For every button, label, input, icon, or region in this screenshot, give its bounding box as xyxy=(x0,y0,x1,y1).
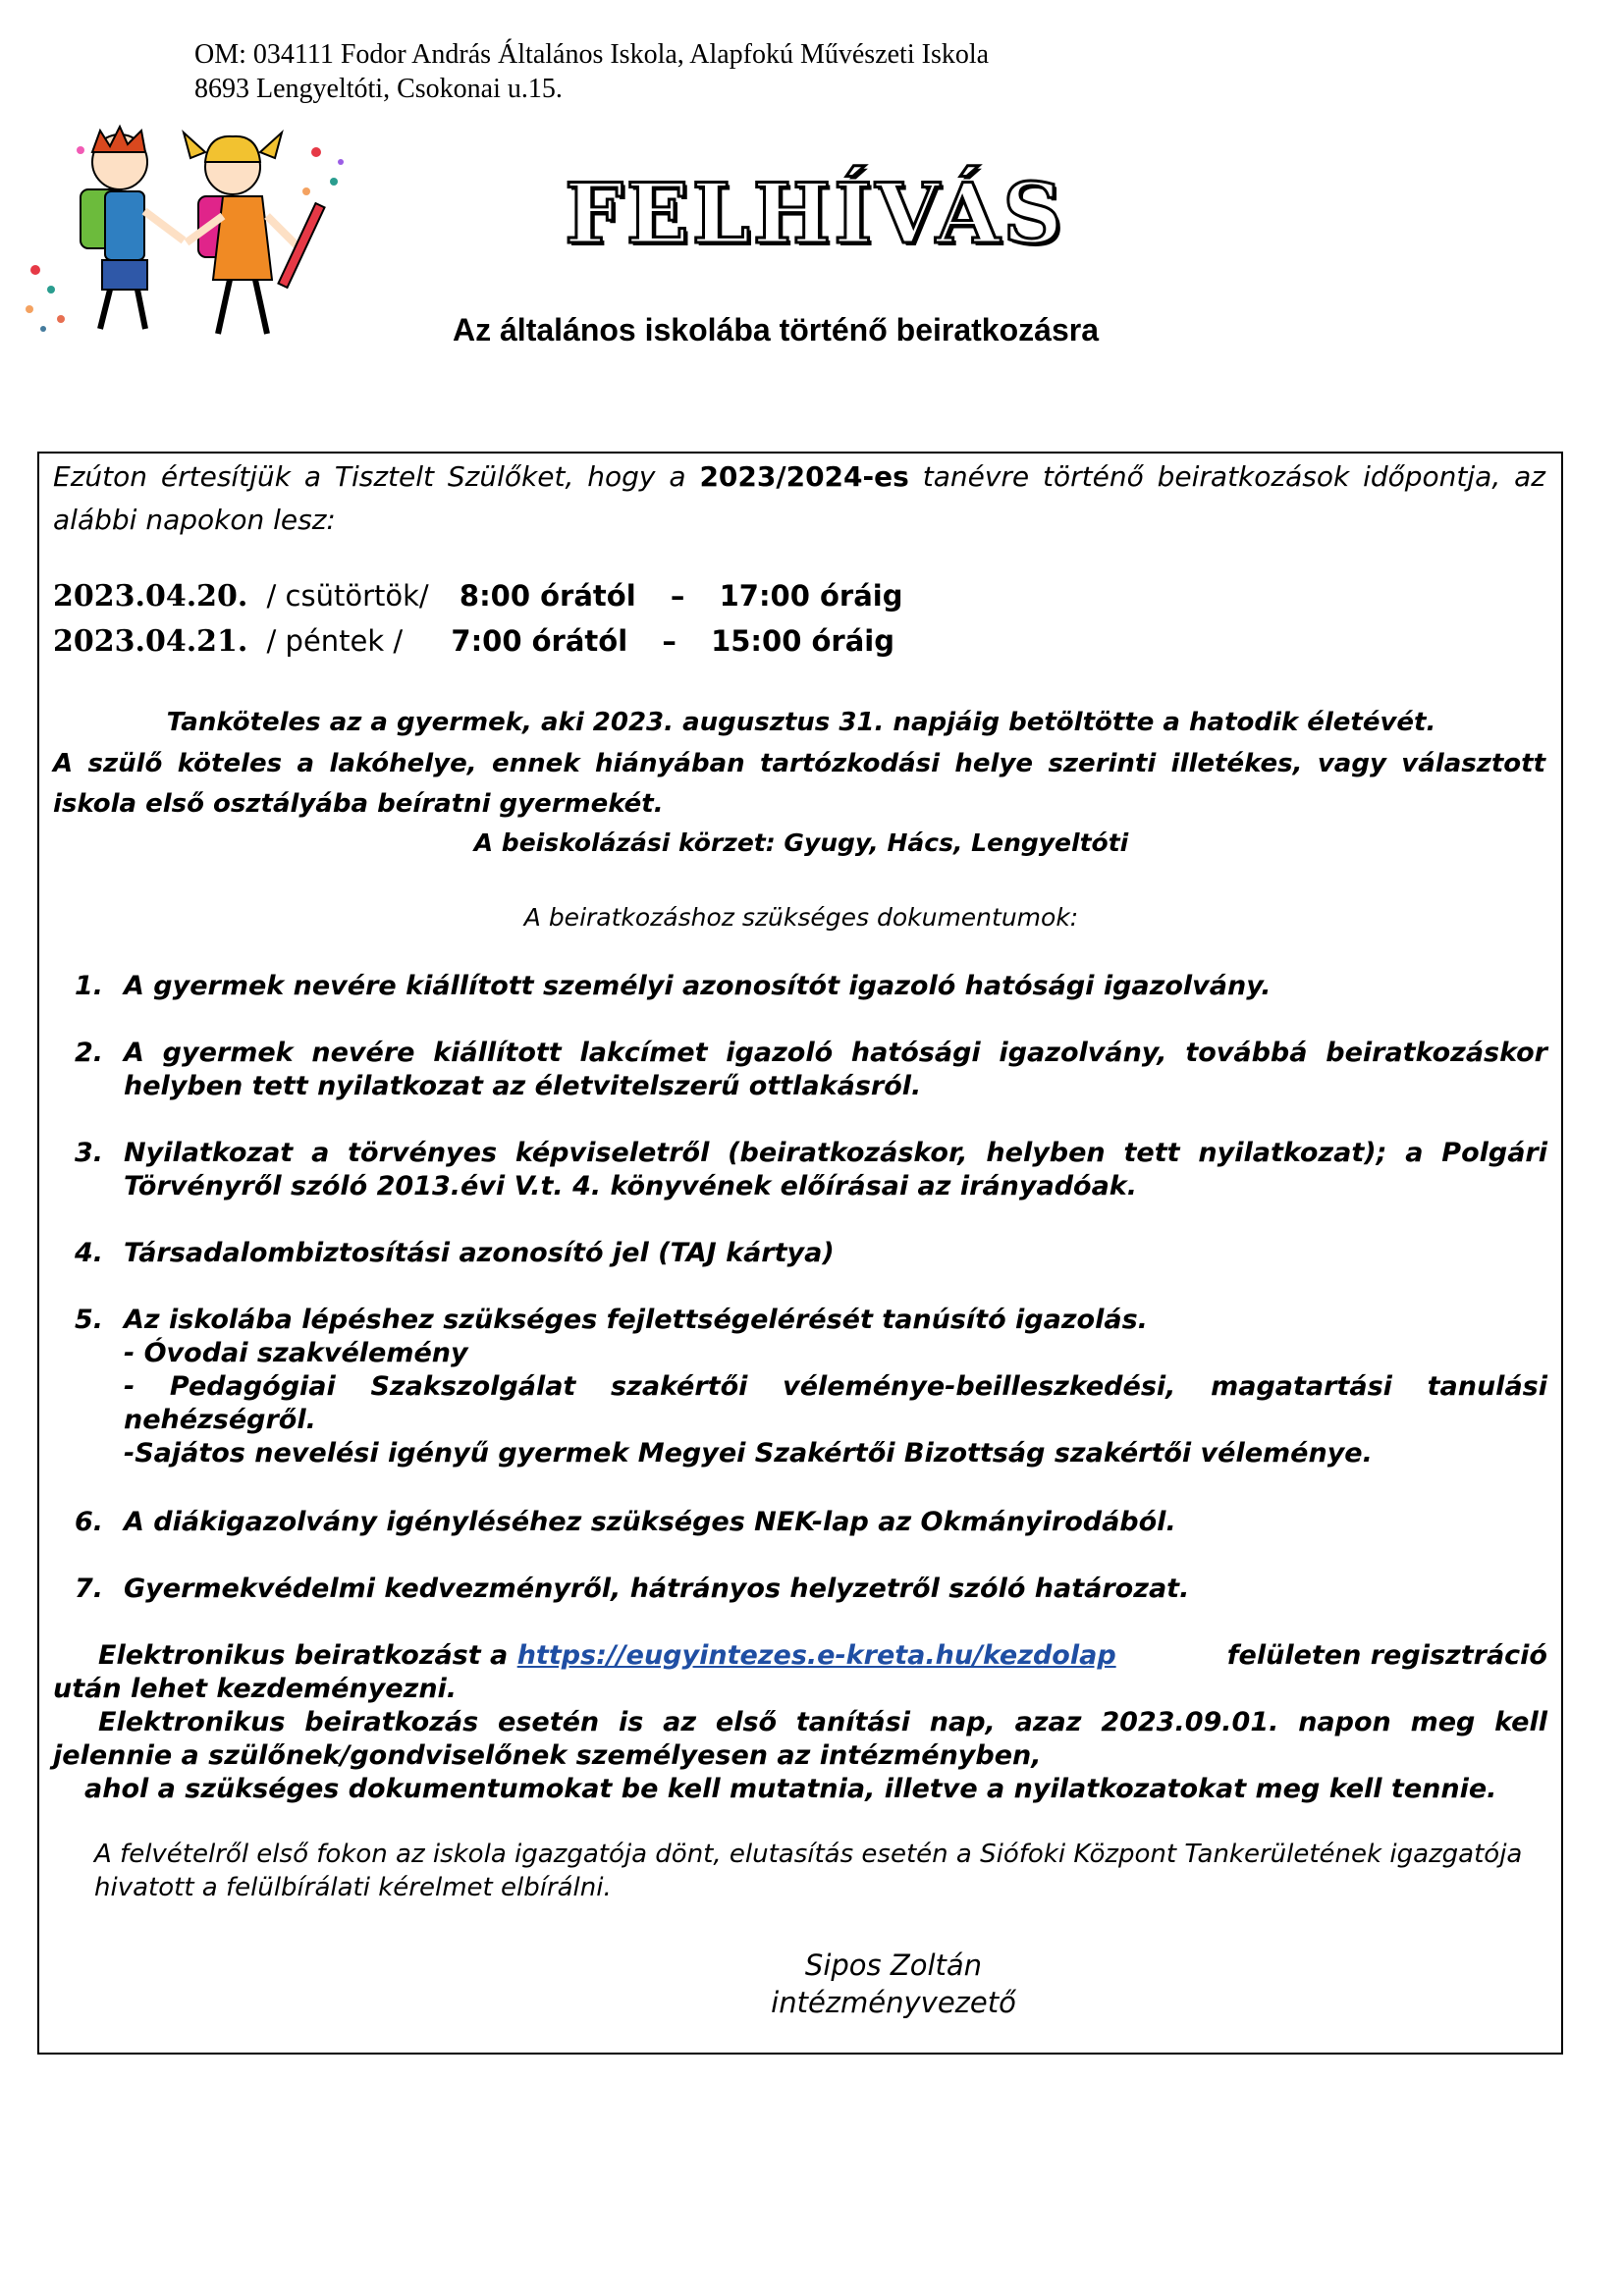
list-text: A gyermek nevére kiállított személyi azonosítót igazoló hatósági igazolvány. xyxy=(124,971,1272,1001)
list-text: - Óvodai szakvélemény xyxy=(124,1338,468,1368)
list-text: A diákigazolvány igényléséhez szükséges NEK-lap az Okmányirodából. xyxy=(124,1507,1176,1537)
list-number: 1. xyxy=(75,971,104,1001)
list-item xyxy=(75,1573,1547,1606)
notice-box xyxy=(37,452,1563,2055)
parent-obligation-text: A szülő köteles a lakóhelye, ennek hiányában tartózkodási helye szerinti illetékes, vagy választott iskola első osztályába beíratni gyermekét. xyxy=(53,749,1545,819)
school-year: 2023/2024-es xyxy=(699,460,909,493)
list-number: 4. xyxy=(75,1238,104,1268)
enrollment-day: / péntek / xyxy=(266,624,404,658)
ekreta-link[interactable]: https://eugyintezes.e-kreta.hu/kezdolap xyxy=(516,1640,1116,1671)
list-item xyxy=(75,970,1547,1003)
electronic-text: után lehet kezdeményezni. xyxy=(53,1674,458,1704)
signature-name: Sipos Zoltán xyxy=(804,1949,983,1982)
list-text: Gyermekvédelmi kedvezményről, hátrányos helyzetről szóló határozat. xyxy=(124,1574,1190,1604)
list-number: 5. xyxy=(75,1305,104,1335)
electronic-text: felületen regisztráció xyxy=(1226,1640,1547,1671)
list-text: -Sajátos nevelési igényű gyermek Megyei Szakértői Bizottság szakértői véleménye. xyxy=(124,1438,1373,1468)
enrollment-from: 8:00 órától xyxy=(459,579,636,613)
electronic-enrollment-paragraph xyxy=(53,1639,1547,1806)
enrollment-dash: – xyxy=(662,624,677,658)
list-text: Nyilatkozat a törvényes képviseletről (beiratkozáskor, helyben tett nyilatkozat); a Polgári xyxy=(124,1138,1547,1168)
electronic-text: Elektronikus beiratkozást a xyxy=(98,1640,517,1671)
page-title: FELHÍVÁS xyxy=(565,165,1065,262)
electronic-text: jelennie a szülőnek/gondviselőnek személyesen az intézményben, xyxy=(53,1740,1042,1771)
list-item xyxy=(75,1506,1547,1539)
signature-role: intézményvezető xyxy=(771,1986,1016,2019)
list-text: nehézségről. xyxy=(124,1405,316,1435)
enrollment-date-row xyxy=(53,579,903,614)
enrollment-date-row xyxy=(53,624,894,659)
intro-text: Ezúton értesítjük a Tisztelt Szülőket, hogy a xyxy=(53,460,700,493)
list-text: - Pedagógiai Szakszolgálat szakértői véleménye-beilleszkedési, magatartási tanulási xyxy=(124,1371,1547,1402)
electronic-text: Elektronikus beiratkozás esetén is az első tanítási nap, azaz 2023.09.01. napon meg kell xyxy=(98,1707,1547,1737)
list-text: Törvényről szóló 2013.évi V.t. 4. könyvének előírásai az irányadóak. xyxy=(124,1171,1138,1201)
school-header-line2: 8693 Lengyeltóti, Csokonai u.15. xyxy=(194,74,563,104)
enrollment-day: / csütörtök/ xyxy=(266,579,429,613)
list-item xyxy=(75,1237,1547,1270)
list-text: Társadalombiztosítási azonosító jel (TAJ kártya) xyxy=(124,1238,835,1268)
list-number: 6. xyxy=(75,1507,104,1537)
appeal-note: A felvételről első fokon az iskola igazgatója dönt, elutasítás esetén a Siófoki Központ Tankerületének igazgatója hivatott a felülbírálati kérelmet elbírálni. xyxy=(94,1840,1523,1902)
school-children-illustration xyxy=(22,123,355,344)
list-number: 7. xyxy=(75,1574,104,1604)
documents-heading: A beiratkozáshoz szükséges dokumentumok: xyxy=(523,903,1079,932)
list-item xyxy=(75,1137,1547,1203)
intro-text-end: tanévre történő beiratkozások időpontja, az alábbi napokon lesz: xyxy=(53,460,1545,536)
intro-paragraph xyxy=(53,455,1545,542)
list-item xyxy=(75,1304,1547,1470)
electronic-line xyxy=(53,1639,1547,1673)
enrollment-to: 17:00 óráig xyxy=(719,579,903,613)
enrollment-date: 2023.04.20. xyxy=(53,579,248,614)
enrollment-date: 2023.04.21. xyxy=(53,624,248,659)
list-text: helyben tett nyilatkozat az életvitelszerű ottlakásról. xyxy=(124,1071,922,1101)
list-item xyxy=(75,1037,1547,1103)
enrollment-dash: – xyxy=(670,579,685,613)
electronic-text: ahol a szükséges dokumentumokat be kell mutatnia, illetve a nyilatkozatokat meg kell tennie. xyxy=(84,1774,1497,1804)
school-district: A beiskolázási körzet: Gyugy, Hács, Lengyeltóti xyxy=(473,828,1129,857)
list-number: 3. xyxy=(75,1138,104,1168)
school-header-line1: OM: 034111 Fodor András Általános Iskola, Alapfokú Művészeti Iskola xyxy=(194,39,990,70)
enrollment-to: 15:00 óráig xyxy=(711,624,894,658)
page-subtitle: Az általános iskolába történő beiratkozásra xyxy=(453,312,1099,347)
enrollment-from: 7:00 órától xyxy=(451,624,628,658)
list-text: A gyermek nevére kiállított lakcímet igazoló hatósági igazolvány, továbbá beiratkozáskor xyxy=(124,1038,1547,1068)
school-header xyxy=(194,37,989,106)
list-text: Az iskolába lépéshez szükséges fejlettségelérését tanúsító igazolás. xyxy=(124,1305,1148,1335)
list-number: 2. xyxy=(75,1038,104,1068)
compulsory-age-text: Tanköteles az a gyermek, aki 2023. augusztus 31. napjáig betöltötte a hatodik életévét. xyxy=(166,708,1436,737)
